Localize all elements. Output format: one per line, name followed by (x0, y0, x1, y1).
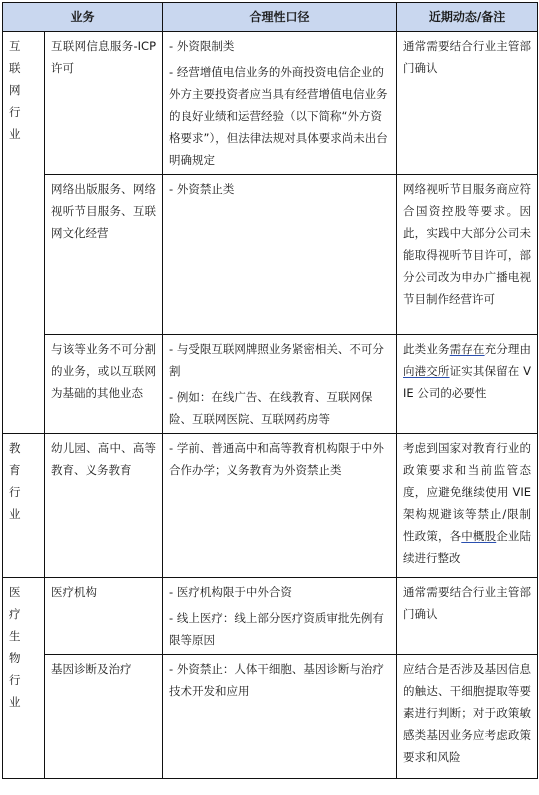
underlined-term: 需存在 (449, 342, 485, 356)
path-cell (163, 32, 397, 175)
underlined-term: 中概股 (461, 529, 497, 543)
regulatory-table (2, 2, 538, 779)
path-cell (163, 578, 397, 655)
underlined-term: 向港交所 (403, 364, 450, 378)
sector-cell-internet: 互联网行业 (3, 32, 45, 434)
table-row (3, 655, 538, 779)
note-cell: 网络视听节目服务商应符合国资控股等要求。因此，实践中大部分公司未能取得视听节目许可，部分公司改为申办广播电视节目制作经营许可 (397, 175, 538, 335)
business-cell: 网络出版服务、网络视听节目服务、互联网文化经营 (45, 175, 163, 335)
bullet-item: - 经营增值电信业务的外商投资电信企业的外方主要投资者应当具有经营增值电信业务的良好业绩和运营经验（以下简称“外方资格要求”），但法律法规对具体要求尚未出台明确规定 (169, 61, 390, 171)
note-cell (397, 434, 538, 578)
business-cell: 基因诊断及治疗 (45, 655, 163, 779)
table-row (3, 32, 538, 175)
bullet-item: - 与受限互联网牌照业务紧密相关、不可分割 (169, 338, 390, 382)
bullet-item: - 医疗机构限于中外合资 (169, 581, 390, 603)
bullet-item: - 外资限制类 (169, 35, 390, 57)
note-cell: 通常需要结合行业主管部门确认 (397, 578, 538, 655)
note-cell: 通常需要结合行业主管部门确认 (397, 32, 538, 175)
business-cell: 幼儿园、高中、高等教育、义务教育 (45, 434, 163, 578)
bullet-item: - 学前、普通高中和高等教育机构限于中外合作办学；义务教育为外资禁止类 (169, 437, 390, 481)
note-text: 充分理由 (484, 342, 532, 356)
business-cell: 互联网信息服务-ICP 许可 (45, 32, 163, 175)
business-cell: 医疗机构 (45, 578, 163, 655)
header-path: 合理性口径 (163, 3, 397, 32)
path-cell (163, 434, 397, 578)
header-business: 业务 (3, 3, 163, 32)
header-notes: 近期动态/备注 (397, 3, 538, 32)
note-text: 此类业务 (403, 342, 450, 356)
table-row (3, 434, 538, 578)
bullet-item: - 线上医疗：线上部分医疗资质审批先例有限等原因 (169, 607, 390, 651)
path-cell (163, 175, 397, 335)
note-text: 证实其保留在 VIE 公司的必要性 (403, 364, 532, 400)
header-row (3, 3, 538, 32)
path-cell (163, 335, 397, 434)
bullet-item: - 外资禁止：人体干细胞、基因诊断与治疗技术开发和应用 (169, 658, 390, 702)
sector-cell-education: 教育行业 (3, 434, 45, 578)
bullet-item: - 外资禁止类 (169, 178, 390, 200)
path-cell (163, 655, 397, 779)
note-cell (397, 335, 538, 434)
sector-cell-medical: 医疗生物行业 (3, 578, 45, 779)
bullet-item: - 例如：在线广告、在线教育、互联网保险、互联网医院、互联网药房等 (169, 386, 390, 430)
note-cell: 应结合是否涉及基因信息的触达、干细胞提取等要素进行判断；对于政策敏感类基因业务应考虑政策要求和风险 (397, 655, 538, 779)
table-row (3, 175, 538, 335)
table-row (3, 335, 538, 434)
table-row (3, 578, 538, 655)
business-cell: 与该等业务不可分割的业务，或以互联网为基础的其他业态 (45, 335, 163, 434)
note-text: 企业陆续进行整改 (403, 529, 532, 565)
note-text: 考虑到国家对教育行业的政策要求和当前监管态度，应避免继续使用 VIE 架构规避该等禁止/限制性政策，各 (403, 441, 532, 543)
